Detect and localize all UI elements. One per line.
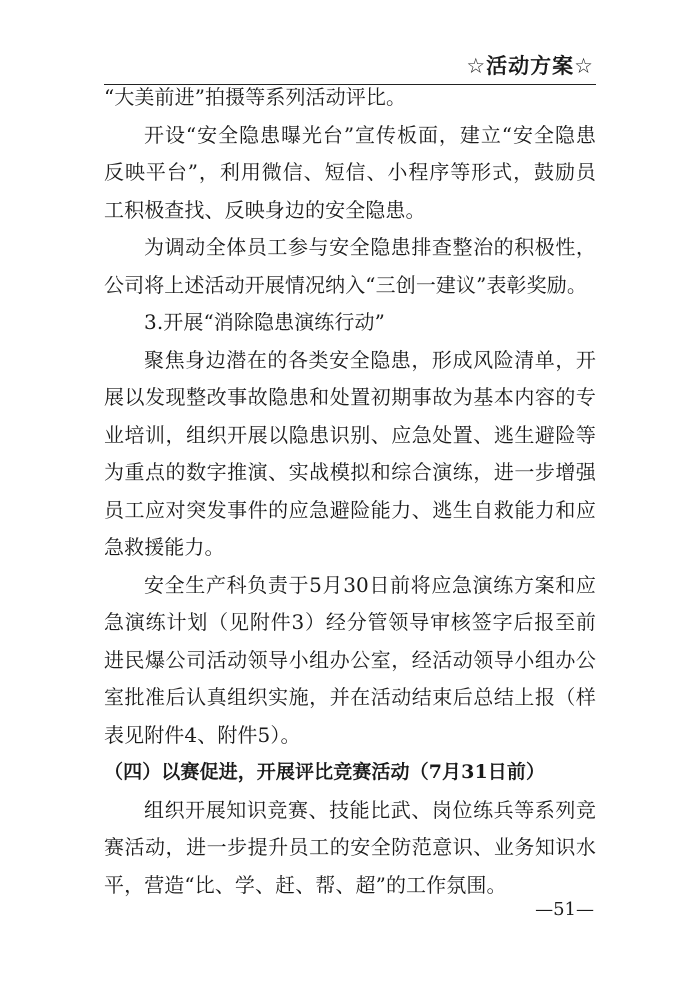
body-text [104, 79, 596, 904]
paragraph-drill-content: 聚焦身边潜在的各类安全隐患，形成风险清单，开展以发现整改事故隐患和处置初期事故为基本内容的专业培训，组织开展以隐患识别、应急处置、逃生避险等为重点的数字推演、实战模拟和综合演练，进一步增强员工应对突发事件的应急避险能力、逃生自救能力和应急救援能力。 [104, 347, 596, 559]
paragraph-competition: 组织开展知识竞赛、技能比武、岗位练兵等系列竞赛活动，进一步提升员工的安全防范意识、业务知识水平，营造“比、学、赶、帮、超”的工作氛围。 [104, 797, 596, 897]
paragraph-continued: “大美前进”拍摄等系列活动评比。 [104, 85, 407, 109]
header-title: ☆活动方案☆ [466, 54, 594, 78]
paragraph-drill-plan: 安全生产科负责于5月30日前将应急演练方案和应急演练计划（见附件3）经分管领导审核签字后报至前进民爆公司活动领导小组办公室，经活动领导小组办公室批准后认真组织实施，并在活动结束后总结上报（样表见附件4、附件5）。 [104, 572, 596, 747]
paragraph-incentive: 为调动全体员工参与安全隐患排查整治的积极性，公司将上述活动开展情况纳入“三创一建议”表彰奖励。 [104, 235, 596, 297]
subheading-drill-action: 3.开展“消除隐患演练行动” [144, 310, 385, 334]
paragraph-exposure-platform: 开设“安全隐患曝光台”宣传板面，建立“安全隐患反映平台”，利用微信、短信、小程序等形式，鼓励员工积极查找、反映身边的安全隐患。 [104, 122, 596, 222]
page-number: —51— [535, 899, 594, 920]
section-heading-competition: （四）以赛促进，开展评比竞赛活动（7月31日前） [104, 761, 546, 783]
